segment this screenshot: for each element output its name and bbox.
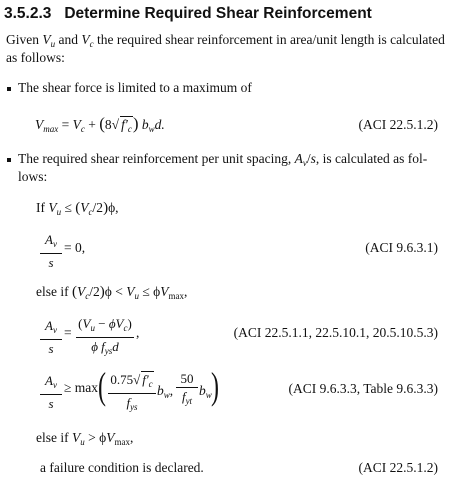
bullet-2-line-1: The required shear reinforcement per unit spacing, $A_v/s$, is calculated as fol-: [18, 151, 428, 168]
eq4-close-paren: ): [211, 366, 219, 408]
eq3-reference: (ACI 22.5.1.1, 22.5.10.1, 20.5.10.5.3): [233, 325, 438, 340]
eq3-equals: =: [64, 325, 72, 340]
eq1-formula: $V_{max} = V_c + (8√$ $f'_c$) $b_wd$.: [35, 114, 165, 134]
section-number: 3.5.2.3: [4, 5, 52, 22]
eq4-open-paren: (: [98, 366, 106, 408]
failure-reference: (ACI 22.5.1.2): [358, 460, 438, 475]
bullet-2-line-2: lows:: [18, 169, 48, 184]
bullet-marker: [7, 87, 11, 91]
eq4-fraction-2: 50 $f_{yt}$: [176, 371, 198, 409]
eq3-comma: ,: [136, 325, 140, 340]
condition-3: else if $V_u > \phi V_{max}$,: [36, 430, 134, 447]
condition-1: If $V_u \le (V_c/2)\phi$,: [36, 200, 119, 217]
eq2-fraction: $A_v$ s: [40, 232, 62, 270]
intro-line-1: Given $V_u$ and $V_c$ the required shear reinforcement in area/unit length is calculated: [6, 32, 445, 49]
eq4-fraction-1: 0.75√ $f'_c$ $f_{ys}$: [108, 371, 156, 415]
eq4-bw-1: $b_w$,: [157, 383, 174, 400]
section-heading: [4, 5, 372, 23]
eq3-rhs-fraction: $(V_u - \phi V_c)$ ϕ $f_{ys}d$: [76, 316, 134, 359]
eq4-reference: (ACI 9.6.3.3, Table 9.6.3.3): [288, 381, 438, 396]
failure-text: a failure condition is declared.: [40, 460, 204, 475]
bullet-marker: [7, 158, 11, 162]
eq2-rhs: = 0,: [64, 240, 86, 255]
eq4-bw-2: $b_w$: [199, 383, 212, 400]
intro-line-2: as follows:: [6, 50, 65, 65]
condition-2: else if $(V_c/2)\phi < V_u \le \phi V_{max}$,: [36, 284, 188, 301]
section-title: Determine Required Shear Reinforcement: [64, 5, 372, 22]
bullet-1-text: The shear force is limited to a maximum of: [18, 80, 252, 95]
eq4-max: ≥ max: [64, 380, 99, 395]
eq1-reference: (ACI 22.5.1.2): [358, 117, 438, 132]
eq3-lhs-fraction: $A_v$ s: [40, 318, 62, 356]
eq2-reference: (ACI 9.6.3.1): [365, 240, 438, 255]
eq4-lhs-fraction: $A_v$ s: [40, 373, 62, 411]
